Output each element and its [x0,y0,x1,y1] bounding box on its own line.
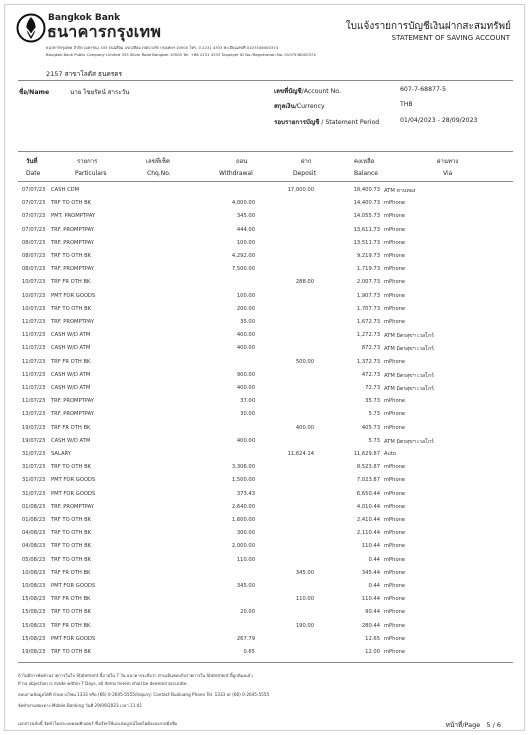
col-header-particulars-th: รายการ [77,158,98,165]
cell-balance: 0.44 [368,556,380,563]
bangkok-bank-logo-icon [16,13,46,43]
cell-particulars: TRF TO OTH BK [51,253,92,259]
cell-via: ATM มิตรสุขฯ เวลโกร์ [384,333,434,340]
currency-value: THB [400,101,413,108]
cell-withdrawal: 345.00 [236,213,255,220]
cell-via: mPhone [384,358,406,365]
cell-via: mPhone [384,411,406,418]
col-header-deposit-th: ฝาก [301,158,312,165]
cell-via: mPhone [384,213,406,220]
cell-deposit: 190.00 [295,622,314,629]
cell-via: mPhone [384,253,406,259]
name-label: ชื่อ/Name [19,89,50,96]
cell-balance: 5.73 [368,437,380,444]
cell-particulars: PMT. PROMPTPAY [51,213,96,220]
cell-via: mPhone [384,226,406,233]
cell-deposit: 110.00 [295,596,314,603]
cell-via: mPhone [384,503,406,510]
col-header-withdrawal-th: ถอน [236,158,248,165]
cell-withdrawal: 100.00 [236,292,255,299]
table-row [22,275,507,289]
cell-via: mPhone [384,464,406,471]
cell-balance: 14,400.73 [353,200,380,207]
currency-label-th: สกุลเงิน [274,103,295,110]
cell-balance: 35.73 [365,398,380,405]
cell-withdrawal: 2,640.00 [231,503,255,510]
table-row [22,315,507,329]
cell-date: 01/08/23 [22,517,46,523]
cell-particulars: TRF TO OTH BK [51,200,92,207]
statement-title-en: STATEMENT OF SAVING ACCOUNT [391,34,510,42]
cell-via: mPhone [384,543,406,550]
table-row [22,368,507,382]
table-row [22,328,507,342]
col-header-particulars-en: Particulars [75,170,107,177]
cell-particulars: PMT FOR GOODS [51,477,96,484]
cell-date: 11/07/23 [22,398,46,405]
cell-particulars: TRF TO OTH BK [51,305,92,312]
cell-via: ATM มิตรสุขฯ เวลโกร์ [384,346,434,353]
cell-via: mPhone [384,569,406,576]
cell-particulars: CASH W/D ATM [51,385,91,391]
cell-via: mPhone [384,424,406,431]
cell-via: mPhone [384,477,406,484]
page-number [446,720,501,730]
cell-date: 01/08/23 [22,503,46,510]
table-row [22,592,507,606]
cell-via: mPhone [384,292,406,299]
cell-deposit: 500.00 [295,358,314,365]
table-row [22,289,507,303]
cell-withdrawal: 4,000.00 [231,200,255,207]
table-row [22,566,507,580]
cell-balance: 12.65 [365,635,380,642]
cell-balance: 5.73 [368,411,380,418]
cell-date: 13/07/23 [22,411,46,418]
cell-via: ATM มิตรสุขฯ เวลโกร์ [384,372,434,379]
cell-via: mPhone [384,398,406,405]
table-row [22,460,507,474]
table-row [22,579,507,593]
cell-withdrawal: 3,306.00 [231,464,255,471]
cell-deposit: 11,624.14 [287,451,314,457]
cell-withdrawal: 110.00 [236,556,255,563]
cell-via: mPhone [384,622,406,629]
cell-balance: 1,272.73 [356,332,380,339]
cell-particulars: PMT FOR GOODS [51,292,96,299]
cell-via: ATM มิตรสุขฯ เวลโกร์ [384,438,434,445]
cell-balance: 12.00 [365,649,380,655]
table-row [22,513,507,527]
cell-particulars: TRF TO OTH BK [51,530,92,537]
currency-label-en: /Currency [294,103,325,110]
cell-particulars: PMT FOR GOODS [51,583,96,589]
cell-balance: 72.73 [365,385,380,391]
cell-withdrawal: 4,292.00 [231,253,255,259]
cell-balance: 405.73 [361,424,380,431]
cell-date: 07/07/23 [22,226,46,233]
cell-withdrawal: 35.00 [240,319,255,325]
cell-date: 10/08/23 [22,583,46,589]
col-header-balance-th: คงเหลือ [354,158,375,165]
table-row [22,209,507,223]
cell-particulars: TRF FR OTH BK [51,279,91,286]
cell-via: mPhone [384,279,406,286]
cell-date: 11/07/23 [22,358,46,365]
table-row [22,487,507,501]
cell-particulars: CASH W/D ATM [51,332,91,339]
cell-particulars: TRF FR OTH BK [51,424,91,431]
cell-date: 07/07/23 [22,200,46,207]
cell-via: mPhone [384,635,406,642]
cell-via: ATM มิตรสุขฯ เวลโกร์ [384,386,434,392]
table-row [22,407,507,421]
table-top-rule [18,151,513,152]
cell-date: 10/08/23 [22,569,46,576]
cell-date: 19/08/23 [22,649,46,655]
cell-withdrawal: 200.00 [236,305,255,312]
cell-balance: 2,410.44 [356,517,380,523]
cell-withdrawal: 400.00 [236,385,255,391]
cell-withdrawal: 900.00 [236,371,255,378]
cell-balance: 90.44 [365,609,380,616]
cell-via: mPhone [384,266,406,273]
cell-withdrawal: 1,500.00 [231,477,255,484]
cell-balance: 14,055.73 [353,213,380,220]
cell-particulars: TRF. PROMPTPAY [51,398,94,405]
cell-balance: 1,372.73 [356,358,380,365]
cell-particulars: PMT FOR GOODS [51,490,96,497]
table-row [22,249,507,263]
account-no-label-th: เลขที่บัญชี [274,88,302,95]
cell-balance: 2,007.73 [356,279,380,286]
account-no-label-en: /Account No. [301,88,341,95]
cell-particulars: CASH W/D ATM [51,371,91,378]
cell-deposit: 345.00 [295,569,314,576]
cell-via: ATM หานทอง [384,188,416,194]
table-header-rule [18,181,513,182]
cell-balance: 280.44 [361,622,380,629]
cell-balance: 6,650.44 [356,490,380,497]
cell-date: 08/07/23 [22,253,46,259]
cell-particulars: TRF TO OTH BK [51,649,92,655]
cell-date: 11/07/23 [22,371,46,378]
table-row [22,381,507,395]
cell-particulars: SALARY [51,451,71,457]
table-row [22,605,507,619]
col-header-chq-en: Chq.No. [147,170,171,177]
account-no-value: 607-7-68877-5 [400,86,447,93]
cell-via: mPhone [384,583,406,589]
cell-date: 07/07/23 [22,187,46,193]
footer-inquiry: สอบถามข้อมูลได้ที่ บัวหลวงโฟน 1333 หรือ (66) 0-2645-5555/Inquiry: Contact Bualuang Phone Tel. 1333 or (66) 0-2645-5555 [18,692,270,697]
cell-date: 10/07/23 [22,292,46,299]
cell-particulars: CASH W/D ATM [51,345,91,352]
table-row [22,645,507,659]
footer-objection-th: ถ้าไม่มีการคัดค้านรายการในใบ Statement นี้ภายใน 7 วัน ธนาคารจะถือว่า ท่านเห็นชอบกับรายการใน Statement นี้ถูกต้องแล้ว [18,673,253,678]
cell-via: Auto [384,451,397,457]
period-label-en: / Statement Period [319,119,380,126]
cell-deposit: 288.00 [295,279,314,286]
account-holder-name: นาย ไชยรัตน์ สาระวัน [70,89,130,96]
table-row [22,196,507,210]
table-row [22,434,507,448]
cell-balance: 13,511.73 [353,239,380,246]
table-row [22,355,507,369]
col-header-date-en: Date [26,170,41,177]
cell-balance: 110.44 [361,596,380,603]
footer-objection-en: If no objection is made within 7 Days, all items herein shall be deemed accurate. [18,681,188,686]
table-row [22,183,507,197]
table-row [22,236,507,250]
cell-withdrawal: 267.79 [236,635,255,642]
statement-period-value: 01/04/2023 - 28/09/2023 [400,117,478,124]
bank-address-en: Bangkok Bank Public Company Limited 333 Silom Road Bangkok 10500 Tel. +66 2231 4333 Taxpayer ID No./Registration No. 0107536000374 [46,52,316,57]
cell-withdrawal: 345.00 [236,583,255,589]
cell-date: 04/08/23 [22,543,46,550]
cell-date: 15/08/23 [22,609,46,616]
table-bottom-rule [18,662,513,663]
cell-via: mPhone [384,517,406,523]
cell-particulars: TRF FR OTH BK [51,596,91,603]
table-row [22,223,507,237]
col-header-date-th: วันที่ [26,158,38,165]
cell-withdrawal: 20.00 [240,609,255,616]
table-row [22,447,507,461]
cell-via: mPhone [384,490,406,497]
col-header-via-en: Via [443,170,453,177]
cell-particulars: TRF. PROMPTPAY [51,239,94,246]
cell-particulars: CASH W/D ATM [51,437,91,444]
footer-generated: จัดทำผ่านช่องทาง Mobile Banking วันที่ 29/09/2023 เวลา 11:41 [18,703,143,708]
col-header-withdrawal-en: Withdrawal [219,170,253,177]
cell-deposit: 400.00 [295,424,314,431]
cell-withdrawal: 1,600.00 [231,517,255,523]
cell-balance: 18,400.73 [353,187,380,193]
cell-particulars: CASH CDM [51,187,80,193]
cell-withdrawal: 2,000.00 [231,543,255,550]
cell-balance: 1,707.73 [356,305,380,312]
table-row [22,341,507,355]
cell-balance: 9,219.73 [356,253,380,259]
cell-particulars: TRF TO OTH BK [51,556,92,563]
cell-via: mPhone [384,239,406,246]
cell-date: 15/08/23 [22,596,46,603]
col-header-deposit-en: Deposit [293,170,316,177]
table-row [22,262,507,276]
cell-withdrawal: 400.00 [236,332,255,339]
cell-date: 11/07/23 [22,385,46,391]
cell-balance: 0.44 [368,583,380,589]
cell-particulars: TRF FR OTH BK [51,569,91,576]
cell-withdrawal: 100.00 [236,239,255,246]
cell-date: 15/08/23 [22,622,46,629]
cell-withdrawal: 7,500.00 [231,266,255,273]
cell-particulars: TRF. PROMPTPAY [51,503,94,510]
cell-particulars: TRF. PROMPTPAY [51,226,94,233]
footer-computer-generated: เอกสารฉบับนี้ จัดทำโดยระบบคอมพิวเตอร์ ซึ่งเรียกใช้และสมบูรณ์โดยไม่ต้องลงลายมือชื่อ [18,721,178,726]
col-header-balance-en: Balance [354,170,378,177]
branch-name: 2157 สาขาโลตัส ธนครตร [46,70,123,78]
cell-via: mPhone [384,556,406,563]
cell-particulars: TRF TO OTH BK [51,543,92,550]
cell-date: 31/07/23 [22,451,46,457]
cell-date: 11/07/23 [22,345,46,352]
cell-date: 05/08/23 [22,556,46,563]
cell-balance: 872.73 [361,345,380,352]
cell-particulars: TRF TO OTH BK [51,464,92,471]
col-header-via-th: ผ่านทาง [437,158,459,165]
cell-date: 15/08/23 [22,635,46,642]
cell-balance: 472.73 [361,371,380,378]
cell-particulars: PMT FOR GOODS [51,635,96,642]
cell-withdrawal: 400.00 [236,437,255,444]
cell-date: 31/07/23 [22,477,46,484]
table-row [22,302,507,316]
cell-via: mPhone [384,609,406,616]
col-header-chq-th: เลขที่เช็ค [146,158,170,165]
cell-date: 04/08/23 [22,530,46,537]
bank-address-th: ธนาคารกรุงเทพ จำกัด (มหาชน) 333 ถนนสีลม แขวงสีลม เขตบางรัก กรุงเทพฯ 10500 โทร. 0 2231 4333 ทะเบียนเลขที่ 0107536000374 [46,45,279,50]
cell-withdrawal: 444.00 [236,226,255,233]
cell-via: mPhone [384,649,406,655]
table-row [22,553,507,567]
cell-date: 08/07/23 [22,266,46,273]
table-row [22,500,507,514]
cell-particulars: TRF FR OTH BK [51,358,91,365]
cell-via: mPhone [384,305,406,312]
cell-via: mPhone [384,200,406,207]
cell-balance: 4,010.44 [356,503,380,510]
cell-balance: 2,110.44 [356,530,380,537]
cell-date: 08/07/23 [22,239,46,246]
table-row [22,473,507,487]
cell-date: 11/07/23 [22,319,46,325]
table-row [22,632,507,646]
cell-date: 31/07/23 [22,464,46,471]
cell-via: mPhone [384,319,406,325]
cell-balance: 13,611.73 [353,226,380,233]
period-label-th: รอบรายการบัญชี [274,119,320,126]
cell-via: mPhone [384,530,406,537]
cell-withdrawal: 300.00 [236,530,255,537]
cell-balance: 1,907.73 [356,292,380,299]
cell-withdrawal: 373.43 [236,490,255,497]
cell-date: 19/07/23 [22,424,46,431]
table-row [22,539,507,553]
cell-particulars: TRF. PROMPTPAY [51,411,94,418]
table-row [22,526,507,540]
header-divider [18,80,513,81]
cell-balance: 8,523.87 [356,464,380,471]
cell-deposit: 17,000.00 [287,187,314,193]
cell-withdrawal: 0.65 [243,649,255,655]
cell-balance: 7,023.87 [356,477,380,484]
cell-balance: 11,629.87 [353,451,380,457]
cell-date: 10/07/23 [22,279,46,286]
cell-particulars: TRF. PROMPTPAY [51,319,94,325]
table-row [22,421,507,435]
page-label: หน้าที่/Page [445,721,481,729]
cell-date: 31/07/23 [22,490,46,497]
cell-via: mPhone [384,596,406,603]
cell-withdrawal: 400.00 [236,345,255,352]
cell-date: 10/07/23 [22,305,46,312]
bank-name-th: ธนาคารกรุงเทพ [47,22,162,41]
cell-particulars: TRF TO OTH BK [51,517,92,523]
cell-balance: 345.44 [361,569,380,576]
bank-name-en: Bangkok Bank [48,13,121,23]
cell-balance: 110.44 [361,543,380,550]
cell-date: 11/07/23 [22,332,46,339]
cell-date: 19/07/23 [22,437,46,444]
cell-particulars: TRF FR OTH BK [51,622,91,629]
cell-withdrawal: 37.00 [240,398,255,405]
cell-balance: 1,719.73 [356,266,380,273]
cell-date: 07/07/23 [22,213,46,220]
statement-title-th: ใบแจ้งรายการบัญชีเงินฝากสะสมทรัพย์ [345,21,511,32]
cell-particulars: TRF. PROMPTPAY [51,266,94,273]
cell-particulars: TRF TO OTH BK [51,609,92,616]
cell-withdrawal: 30.00 [240,411,255,418]
table-row [22,394,507,408]
cell-balance: 1,672.73 [356,319,380,325]
page-value: 5 / 6 [486,721,501,729]
table-row [22,619,507,633]
